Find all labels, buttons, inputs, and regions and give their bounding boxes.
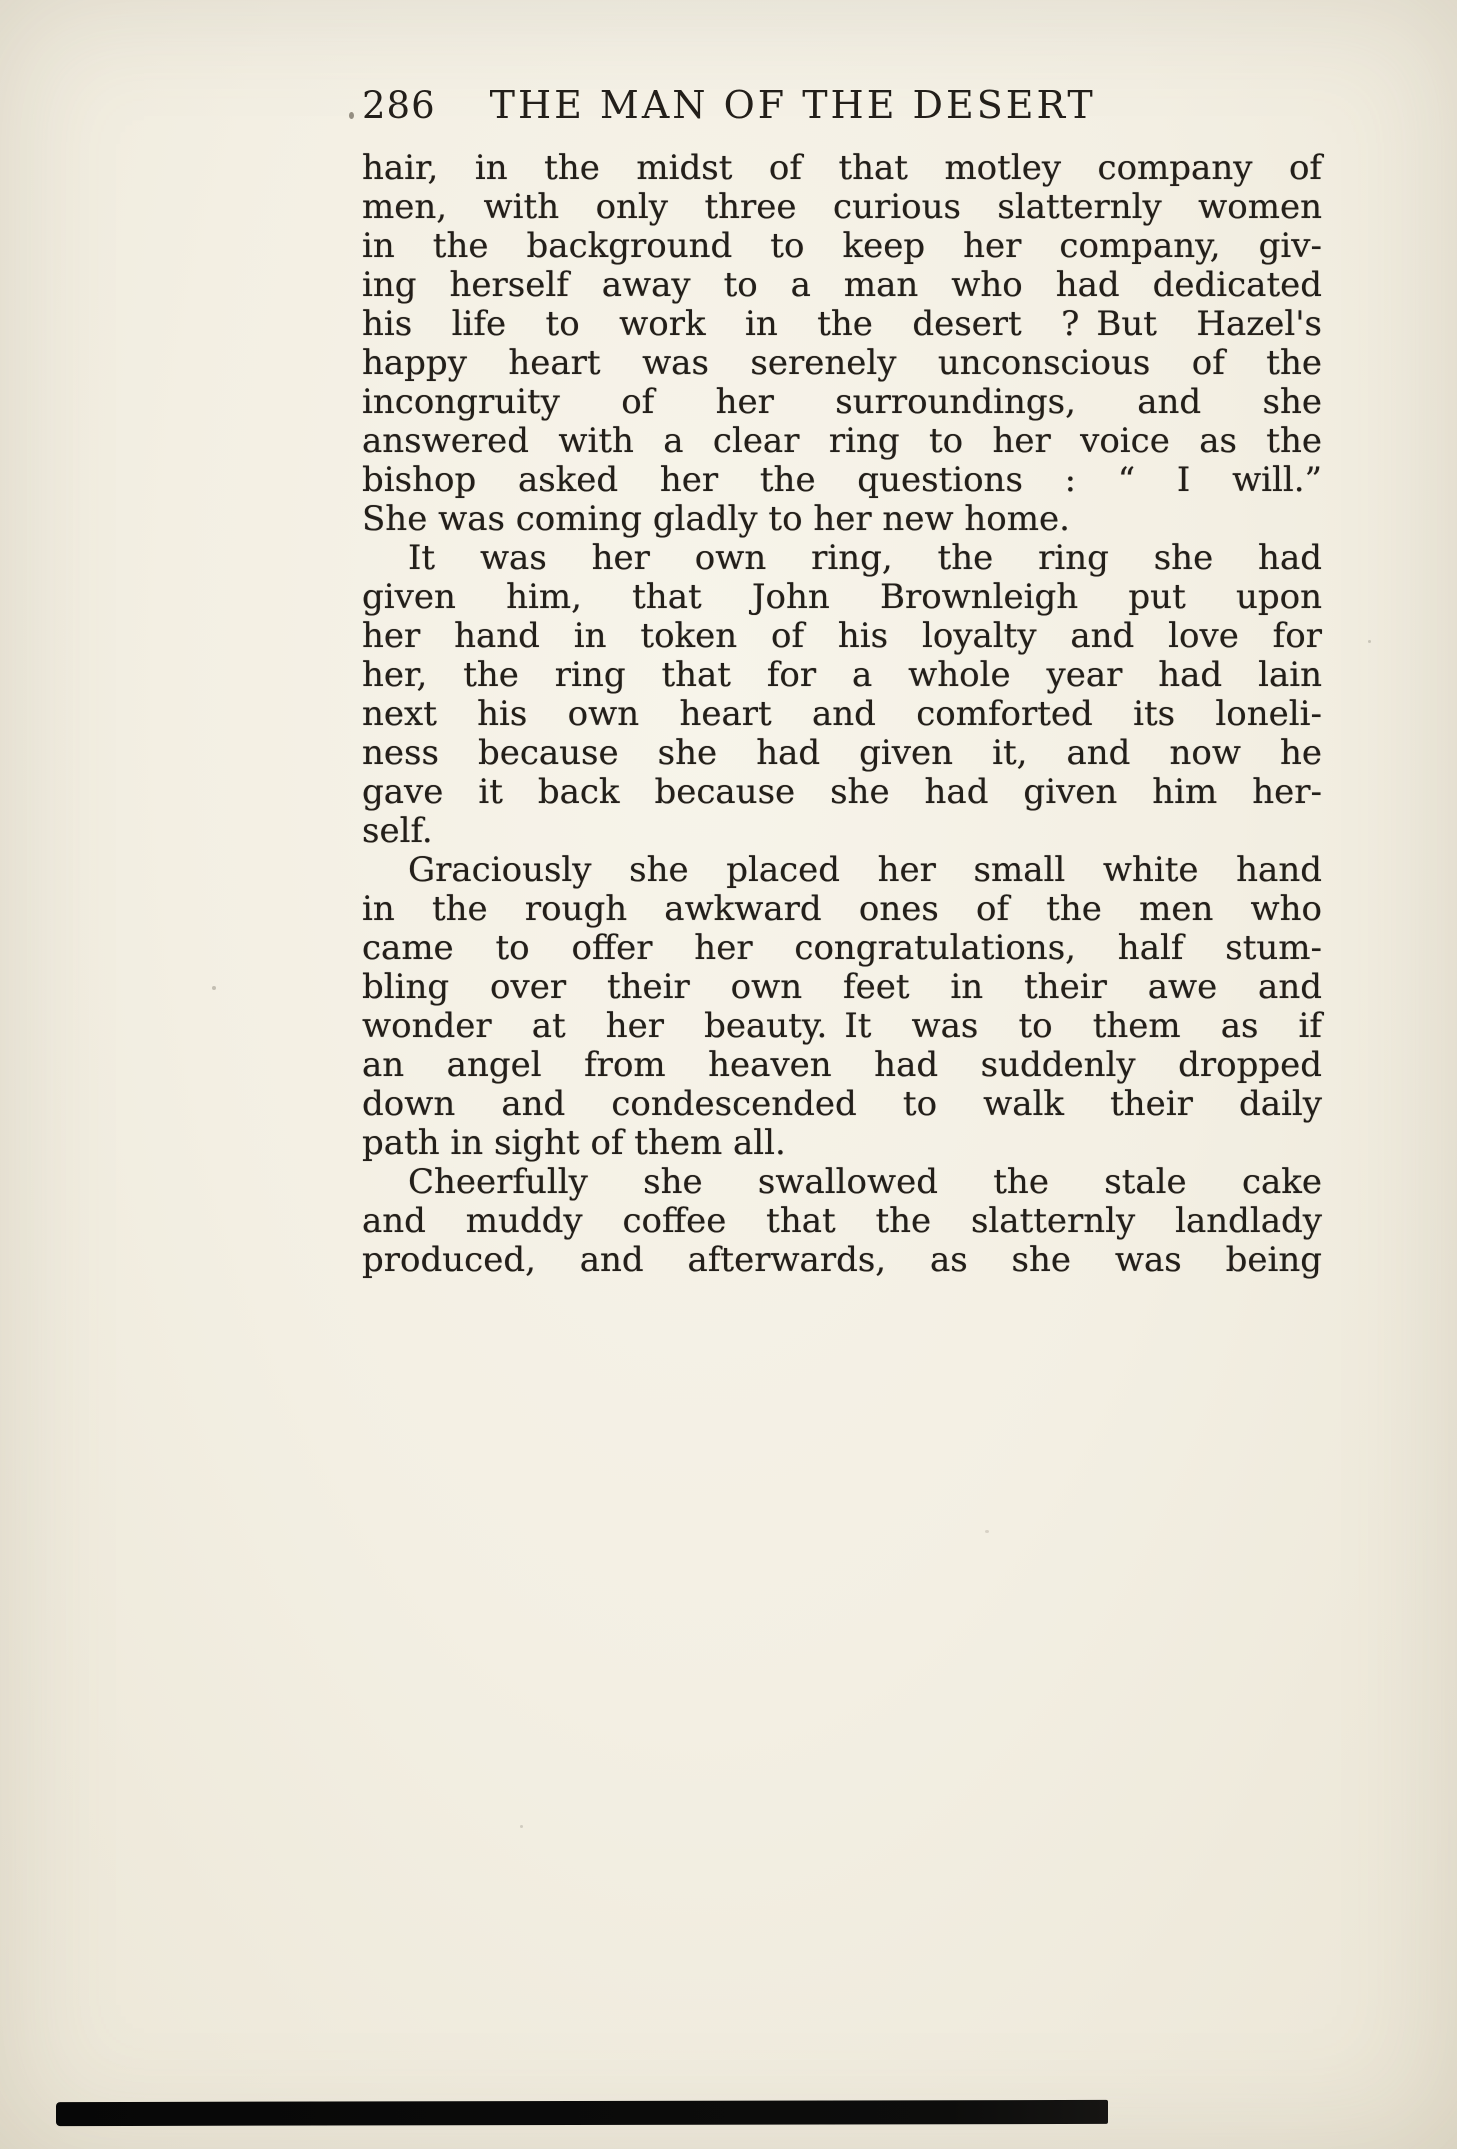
text-line: It was her own ring, the ring she had bbox=[408, 538, 1322, 578]
text-line: incongruity of her surroundings, and she bbox=[362, 382, 1322, 422]
text-line: men, with only three curious slatternly women bbox=[362, 187, 1322, 227]
text-line: bling over their own feet in their awe and bbox=[362, 967, 1322, 1007]
paragraph bbox=[362, 1163, 1322, 1280]
text-line: in the rough awkward ones of the men who bbox=[362, 889, 1322, 929]
page-number: 286 bbox=[362, 84, 436, 127]
text-line: bishop asked her the questions : “ I will.” bbox=[362, 460, 1322, 500]
text-line: in the background to keep her company, giv- bbox=[362, 226, 1322, 266]
running-title: THE MAN OF THE DESERT bbox=[489, 83, 1096, 127]
text-line: her, the ring that for a whole year had lain bbox=[362, 655, 1322, 695]
text-line: down and condescended to walk their daily bbox=[362, 1084, 1322, 1124]
scan-artifact-bar bbox=[56, 2100, 1108, 2126]
paragraph bbox=[362, 851, 1322, 1163]
text-line: answered with a clear ring to her voice as the bbox=[362, 421, 1322, 461]
paragraph bbox=[362, 539, 1322, 851]
text-line: self. bbox=[362, 811, 433, 851]
text-line: an angel from heaven had suddenly dropped bbox=[362, 1045, 1322, 1085]
text-block bbox=[362, 84, 1322, 1280]
body-text bbox=[362, 149, 1322, 1280]
scan-speck bbox=[349, 112, 354, 119]
text-line: wonder at her beauty. It was to them as if bbox=[362, 1006, 1322, 1046]
text-line: She was coming gladly to her new home. bbox=[362, 499, 1070, 539]
text-line: her hand in token of his loyalty and love for bbox=[362, 616, 1322, 656]
text-line: Graciously she placed her small white hand bbox=[408, 850, 1322, 890]
text-line: Cheerfully she swallowed the stale cake bbox=[408, 1162, 1322, 1202]
text-line: given him, that John Brownleigh put upon bbox=[362, 577, 1322, 617]
text-line: next his own heart and comforted its loneli- bbox=[362, 694, 1322, 734]
paragraph bbox=[362, 149, 1322, 539]
scan-speck bbox=[520, 1825, 523, 1828]
scan-speck bbox=[212, 986, 216, 990]
scan-speck bbox=[985, 1530, 989, 1533]
text-line: path in sight of them all. bbox=[362, 1123, 786, 1163]
text-line: ing herself away to a man who had dedicated bbox=[362, 265, 1322, 305]
text-line: and muddy coffee that the slatternly landlady bbox=[362, 1201, 1322, 1241]
text-line: produced, and afterwards, as she was being bbox=[362, 1240, 1322, 1280]
page-header bbox=[362, 84, 1322, 127]
text-line: ness because she had given it, and now he bbox=[362, 733, 1322, 773]
text-line: came to offer her congratulations, half stum- bbox=[362, 928, 1322, 968]
scan-speck bbox=[1368, 640, 1371, 643]
text-line: hair, in the midst of that motley company of bbox=[362, 148, 1322, 188]
text-line: his life to work in the desert ? But Hazel's bbox=[362, 304, 1322, 344]
text-line: happy heart was serenely unconscious of the bbox=[362, 343, 1322, 383]
text-line: gave it back because she had given him her- bbox=[362, 772, 1322, 812]
